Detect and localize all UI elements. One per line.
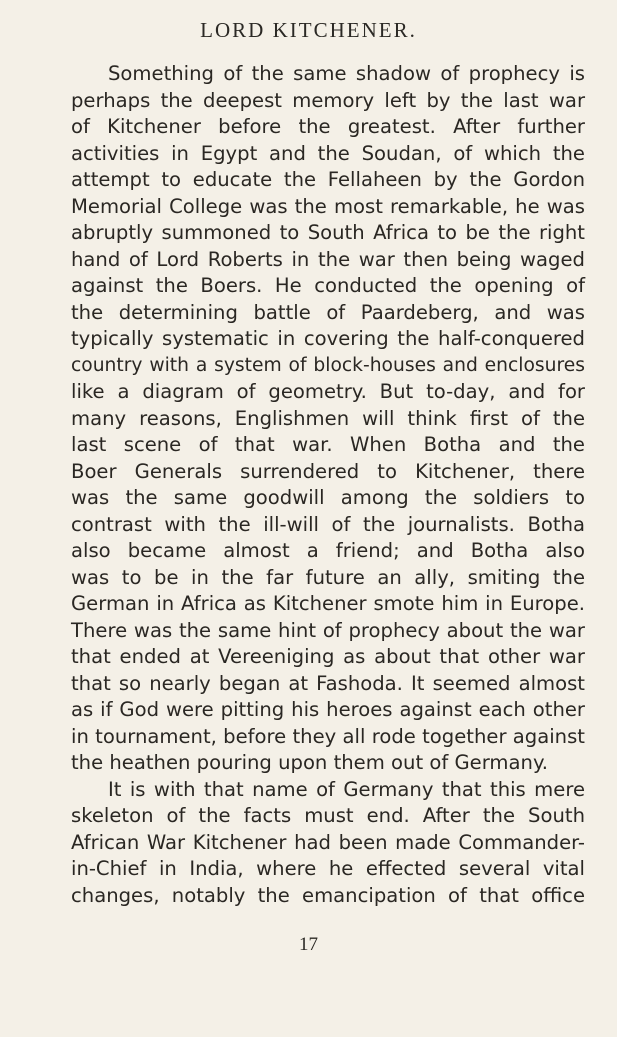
- text-line: in-Chief in India, where he effected several vital: [71, 857, 585, 880]
- body-text: [71, 61, 585, 909]
- text-line: Memorial College was the most remarkable, he was: [71, 194, 585, 218]
- text-line: It is with that name of Germany that this mere: [108, 777, 585, 801]
- text-line: changes, notably the emancipation of that office: [71, 883, 585, 907]
- text-line: the determining battle of Paardeberg, and was: [71, 300, 585, 324]
- text-line: was the same goodwill among the soldiers to: [71, 486, 585, 509]
- text-line: activities in Egypt and the Soudan, of which the: [71, 141, 585, 165]
- text-line: that so nearly began at Fashoda. It seemed almost: [71, 671, 585, 695]
- text-line: like a diagram of geometry. But to-day, and for: [71, 380, 585, 403]
- text-line: typically systematic in covering the half-conquered: [71, 327, 585, 350]
- page-number: 17: [299, 934, 318, 955]
- text-line: many reasons, Englishmen will think first of the: [71, 406, 585, 430]
- text-line: hand of Lord Roberts in the war then being waged: [71, 247, 585, 271]
- text-line: attempt to educate the Fellaheen by the Gordon: [71, 168, 585, 191]
- running-head: LORD KITCHENER.: [200, 18, 417, 42]
- text-line: as if God were pitting his heroes against each other: [71, 698, 585, 721]
- text-line: German in Africa as Kitchener smote him in Europe.: [71, 592, 585, 615]
- text-line: in tournament, before they all rode together against: [71, 724, 585, 748]
- text-line: African War Kitchener had been made Commander-: [71, 830, 585, 854]
- text-line: the heathen pouring upon them out of Germany.: [71, 751, 548, 774]
- text-line: of Kitchener before the greatest. After further: [71, 115, 585, 138]
- text-line: There was the same hint of prophecy about the war: [71, 618, 585, 642]
- text-line: skeleton of the facts must end. After the South: [71, 804, 585, 827]
- text-line: Boer Generals surrendered to Kitchener, there: [71, 459, 585, 483]
- text-line: against the Boers. He conducted the opening of: [71, 274, 585, 297]
- text-line: that ended at Vereeniging as about that other war: [71, 645, 585, 668]
- text-line: abruptly summoned to South Africa to be the right: [71, 221, 585, 244]
- text-line: also became almost a friend; and Botha also: [71, 539, 585, 562]
- text-line: contrast with the ill-will of the journalists. Botha: [71, 512, 585, 536]
- text-line: country with a system of block-houses and enclosures: [71, 354, 585, 376]
- text-line: last scene of that war. When Botha and the: [71, 433, 585, 456]
- text-line: Something of the same shadow of prophecy is: [108, 62, 585, 85]
- text-line: was to be in the far future an ally, smiting the: [71, 565, 585, 589]
- text-line: perhaps the deepest memory left by the last war: [71, 88, 585, 112]
